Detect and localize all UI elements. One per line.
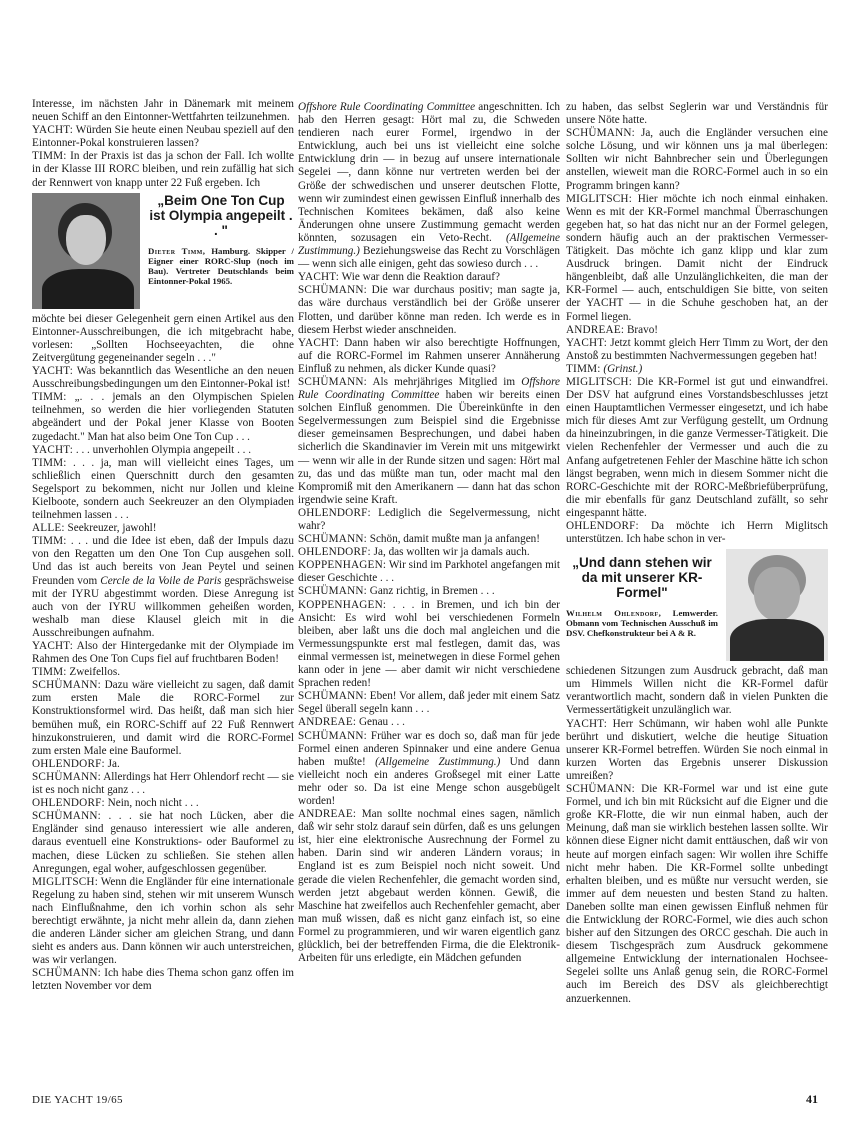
paragraph: TIMM: (Grinst.) <box>566 362 643 375</box>
paragraph: MIGLITSCH: Hier möchte ich noch einmal einhaken. Wenn es mit der KR-Formel manchmal Überraschungen gegeben hat, so hat das nicht nur an der Formel gelegen, sondern häufig auch an der praktischen Vermesser-Tätigkeit. Das möchte ich ganz klipp und klar zum Ausdruck bringen. Damit nicht der Eindruck hängenbleibt, daß alle Unzulänglichkeiten, die man der KR-Formel — auch, entschuldigen Sie bitte, von seiten der YACHT — in die Schuhe geschoben hat, an der Formel liegen. <box>566 192 828 323</box>
column-1 <box>32 98 294 994</box>
paragraph: YACHT: Würden Sie heute einen Neubau speziell auf den Eintonner-Pokal konstruieren lassen? <box>32 124 294 150</box>
column-3 <box>566 101 828 1006</box>
paragraph: OHLENDORF: Da möchte ich Herrn Miglitsch unterstützen. Ich habe schon in ver- <box>566 520 828 546</box>
paragraph: ANDREAE: Genau . . . <box>298 716 405 729</box>
paragraph: OHLENDORF: Ja. <box>32 757 120 770</box>
paragraph: SCHÜMANN: Ganz richtig, in Bremen . . . <box>298 585 495 598</box>
paragraph: SCHÜMANN: Die KR-Formel war und ist eine gute Formel, und ich bin mit Rücksicht auf die Eigner und die große KR-Flotte, die wir nun einmal haben, auch der Meinung, daß man sie wirklich bestehen lassen sollte. Wir können diese Eigner nicht damit enttäuschen, daß wir von heute auf morgen einfach sagen: Wir wollen ihre Schiffe nicht mehr haben. Die KR-Formel sollte unbedingt erhalten bleiben, und es müßte nur versucht werden, sie immer auf dem neuesten und besten Stand zu halten. Daneben sollte man einen gewissen Einfluß nehmen für die Entwicklung der RORC-Formel, wie dies auch schon bisher auf den Sitzungen des ORCC geschah. Die auch in diesem Tischgespräch zum Ausdruck gekommene allgemeine Entwicklung der internationalen Hochsee-Segelei sollte uns Anlaß genug sein, die RORC-Formel auch im Bereich des DSV als gleichberechtigt anzuerkennen. <box>566 783 828 1005</box>
paragraph: Offshore Rule Coordinating Committee angeschnitten. Ich hab den Herren gesagt: Hört mal zu, die Schweden tendieren nach eurer Formel, irgendwo in der Entwicklung, auch bei uns ist vielleicht eine solche Entwicklung drin — in bezug auf unsere internationale Segelei —, dann könne nur vertreten werden bei der Größe der schwedischen und unserer deutschen Flotte, wenn wir zumindest einen gewissen Einfluß innerhalb des Technischen Komitees bekämen, daß also keine Änderungen ohne unsere Zustimmung gemacht werden könnten, sozusagen ein Veto-Recht. (Allgemeine Zustimmung.) Beziehungsweise das Recht zu Vorschlägen — wenn sich alle einigen, geht das sowieso durch . . . <box>298 101 561 271</box>
paragraph: möchte bei dieser Gelegenheit gern einen Artikel aus den Eintonner-Ausschreibungen, die ich mitgebracht habe, vorlesen: „Sollten Hochseeyachten, die ohne Zeitvergütung gegeneinander segeln . . ." <box>32 312 294 364</box>
paragraph: SCHÜMANN: Schön, damit mußte man ja anfangen! <box>298 533 540 546</box>
paragraph: YACHT: Herr Schümann, wir haben wohl alle Punkte berührt und diskutiert, welche die heutige Situation unserer KR-Formel betreffen. Würden Sie noch einmal in kurzen Worten das Ergebnis unserer Diskussion umreißen? <box>566 717 828 782</box>
paragraph: SCHÜMANN: Ja, auch die Engländer versuchen eine solche Lösung, und wir können uns ja mal überlegen: Sollten wir nicht Bahnbrecher sein und Überlegungen anstellen, wieweit man die RORC-Formel auch in so ein Programm bringen kann? <box>566 127 828 192</box>
page-number: 41 <box>806 1092 818 1106</box>
paragraph: schiedenen Sitzungen zum Ausdruck gebracht, daß man um Himmels Willen nicht die KR-Formel dafür verantwortlich macht, sondern daß in vielen Punkten die Vermessertätigkeit unzulänglich war. <box>566 665 828 717</box>
paragraph: ANDREAE: Bravo! <box>566 323 659 336</box>
paragraph: ALLE: Seekreuzer, jawohl! <box>32 522 157 535</box>
paragraph: OHLENDORF: Ja, das wollten wir ja damals auch. <box>298 546 530 559</box>
paragraph: SCHÜMANN: . . . sie hat noch Lücken, aber die Engländer sind genauso interessiert wie alle anderen, daraus eventuell eine Konstruktions- oder Bauformel zu machen, diese Lücken zu schließen. Sie stehen allen Anregungen, egal woher, aufgeschlossen gegenüber. <box>32 810 294 875</box>
paragraph: SCHÜMANN: Die war durchaus positiv; man sagte ja, das wäre durchaus verständlich bei der Größe unserer Flotten, und darüber könne man reden. Ich werde es in diesem Herbst wieder anschneiden. <box>298 284 560 336</box>
interview-portrait-box <box>32 193 294 309</box>
pull-quote-block <box>140 193 294 286</box>
paragraph: TIMM: „. . . jemals an den Olympischen Spielen teilnehmen, so werden die hier vorliegenden Statuten abgeändert und der Pokal jener Klasse von Booten zugedacht." Man hat also beim One Ton Cup . . . <box>32 391 294 443</box>
paragraph: SCHÜMANN: Dazu wäre vielleicht zu sagen, daß damit zum ersten Male die RORC-Formel zur Konstruktionsformel wird. Das heißt, daß man sich hier bemühen muß, ein RORC-Schiff auf 22 Fuß Rennwert hinzukonstruieren, und damit wird die RORC-Formel zum ersten Male eine Bauformel. <box>32 679 294 757</box>
paragraph: KOPPENHAGEN: . . . in Bremen, und ich bin der Ansicht: Es wird wohl bei verschiedenen Formeln bleiben, aber laßt uns die doch mal angleichen und die Vermessungspunkte erst mal festlegen, damit das, was einmal vermessen ist, meinetwegen in diese Formel gehen kann oder in jene — aber damit wir nicht verschiedene Sprachen reden! <box>298 598 560 690</box>
paragraph: SCHÜMANN: Allerdings hat Herr Ohlendorf recht — sie ist es noch nicht ganz . . . <box>32 770 294 797</box>
paragraph: Interesse, im nächsten Jahr in Dänemark mit meinem neuen Schiff an den Eintonner-Wettfahrten teilzunehmen. <box>32 98 294 124</box>
pull-quote: „Und dann stehen wir da mit unserer KR-Formel" <box>572 555 712 601</box>
paragraph: OHLENDORF: Lediglich die Segelvermessung, nicht wahr? <box>298 506 560 532</box>
paragraph: TIMM: . . . ja, man will vielleicht eines Tages, um schließlich einen Querschnitt durch den gesamten Segelsport zu bekommen, nicht nur Jollen und kleine Kielboote, sondern auch Seekreuzer an den Olympiaden teilnehmen lassen . . . <box>32 456 294 522</box>
paragraph: YACHT: Jetzt kommt gleich Herr Timm zu Wort, der den Anstoß zu bestimmten Nachvermessungen gegeben hat! <box>566 336 828 362</box>
paragraph: SCHÜMANN: Eben! Vor allem, daß jeder mit einem Satz Segel überall segeln kann . . . <box>298 690 560 716</box>
paragraph: TIMM: . . . und die Idee ist eben, daß der Impuls dazu von den Regatten um den One Ton Cup ausgehen soll. Und das ist auch bereits von Jean Peytel und seinen Freunden vom Cercle de la Voile de Paris gesprächsweise mit der IYRU abgestimmt worden. Diese Anregung ist auch von der IYRU willkommen geheißen worden, weshalb man diese Klausel gleich mit in die Ausschreibungen aufnahm. <box>32 535 294 639</box>
paragraph: YACHT: Also der Hintergedanke mit der Olympiade im Rahmen des One Ton Cups fiel auf fruchtbaren Boden! <box>32 640 294 666</box>
paragraph: MIGLITSCH: Wenn die Engländer für eine internationale Regelung zu haben sind, stehen wir mit unserem Wunsch nach Einflußnahme, den ich vorhin schon als sehr berechtigt erwähnte, ja nicht mehr allein da, dann ziehen die anderen Länder sicher am gleichen Strang, und dann sieht es anders aus. Dann können wir auch unterstreichen, was wir verlangen. <box>32 875 294 967</box>
paragraph: MIGLITSCH: Die KR-Formel ist gut und einwandfrei. Der DSV hat aufgrund eines Vorstandsbeschlusses jetzt einen Hauptamtlichen Vermesser eingesetzt, und ich habe mich für dieses Amt zur Verfügung gestellt, um Ordnung da hineinzubringen, in die ganze Vermesser-Tätigkeit. Die vielen Rechenfehler der Vermesser und auch die zu Anfang aufgetretenen Fehler der Maschine hätte ich schon längst begraben, wenn mich in diesem Sommer nicht die RORC-Geschichte mit der RORC-Meßbriefüberprüfung, die mir ebenfalls für ganz Deutschland zufällt, so sehr eingespannt hätte. <box>566 375 828 519</box>
column-2 <box>298 101 560 965</box>
paragraph: SCHÜMANN: Ich habe dies Thema schon ganz offen im letzten November vor dem <box>32 967 294 993</box>
paragraph: YACHT: Wie war denn die Reaktion darauf? <box>298 271 500 284</box>
portrait-photo-timm <box>32 193 140 309</box>
paragraph: KOPPENHAGEN: Wir sind im Parkhotel angefangen mit dieser Geschichte . . . <box>298 559 560 585</box>
paragraph: YACHT: Was bekanntlich das Wesentliche an den neuen Ausschreibungsbedingungen um den Eintonner-Pokal ist! <box>32 365 294 391</box>
paragraph: YACHT: Dann haben wir also berechtigte Hoffnungen, auf die RORC-Formel im Rahmen unserer Annäherung Einfluß zu nehmen, als dicker Kunde quasi? <box>298 336 560 375</box>
interview-portrait-box <box>566 549 828 661</box>
paragraph: ANDREAE: Man sollte nochmal eines sagen, nämlich daß wir sehr stolz darauf sein dürfen, daß es uns gelungen ist, hier eine elektronische Ausrechnung der Formel zu haben. Darin sind wir anderen Ländern voraus; in England ist es zum Beispiel noch nicht soweit. Und gerade die vielen Rechenfehler, die gemacht worden sind, werden jetzt abgebaut werden können. Gewiß, die Maschine hat zweifellos auch Rechenfehler gemacht, aber man muß wissen, daß es nicht ganz einfach ist, so eine Formel zu programmieren, und wir waren eigentlich ganz glücklich, bei der betreffenden Firma, die die Elektronik-Arbeiten für uns erledigte, ein Mädchen gefunden <box>298 808 560 965</box>
paragraph: OHLENDORF: Nein, noch nicht . . . <box>32 797 199 810</box>
photo-caption: Wilhelm Ohlendorf, Lemwerder. Obmann vom Technischen Ausschuß im DSV. Chefkonstrukteur bei A & R. <box>566 608 718 639</box>
pull-quote-block <box>566 549 726 638</box>
paragraph: SCHÜMANN: Als mehrjähriges Mitglied im Offshore Rule Coordinating Committee haben wir bereits einen solchen Einfluß genommen. Die Übereinkünfte in den Segelvermessungen zum Beispiel sind die Ergebnisse dieser gemeinsamen Besprechungen, und dabei haben sicherlich die Skandinavier im Verein mit uns mitgewirkt — wenn wir alle in der Runde sitzen und sagen: Hört mal zu, das und das müßte man tun, oder macht mal den Kompromiß mit den Amerikanern — dann hat das schon irgendwie seine Kraft. <box>298 375 560 506</box>
footer-publication: DIE YACHT 19/65 <box>32 1094 123 1106</box>
paragraph: YACHT: . . . unverhohlen Olympia angepeilt . . . <box>32 443 252 456</box>
paragraph: TIMM: In der Praxis ist das ja schon der Fall. Ich wollte in der Klasse III RORC bleiben, und rein zufällig hat sich der Rennwert von knapp unter 22 Fuß ergeben. Ich <box>32 150 294 189</box>
photo-caption: Dieter Timm, Hamburg. Skipper / Eigner einer RORC-Slup (noch im Bau). Vertreter Deutschlands beim Eintonner-Pokal 1965. <box>148 245 294 286</box>
paragraph: zu haben, das selbst Seglerin war und Verständnis für unsere Nöte hatte. <box>566 101 828 127</box>
paragraph: TIMM: Zweifellos. <box>32 666 120 679</box>
paragraph: SCHÜMANN: Früher war es doch so, daß man für jede Formel einen anderen Spinnaker und eine andere Genua haben mußte! (Allgemeine Zustimmung.) Und dann vielleicht noch ein anderes Großsegel mit einer Latte mehr oder so. Da ist eine Menge schon ausgebügelt worden! <box>298 729 560 807</box>
pull-quote: „Beim One Ton Cup ist Olympia angepeilt . . " <box>149 192 293 238</box>
portrait-photo-ohlendorf <box>726 549 828 661</box>
